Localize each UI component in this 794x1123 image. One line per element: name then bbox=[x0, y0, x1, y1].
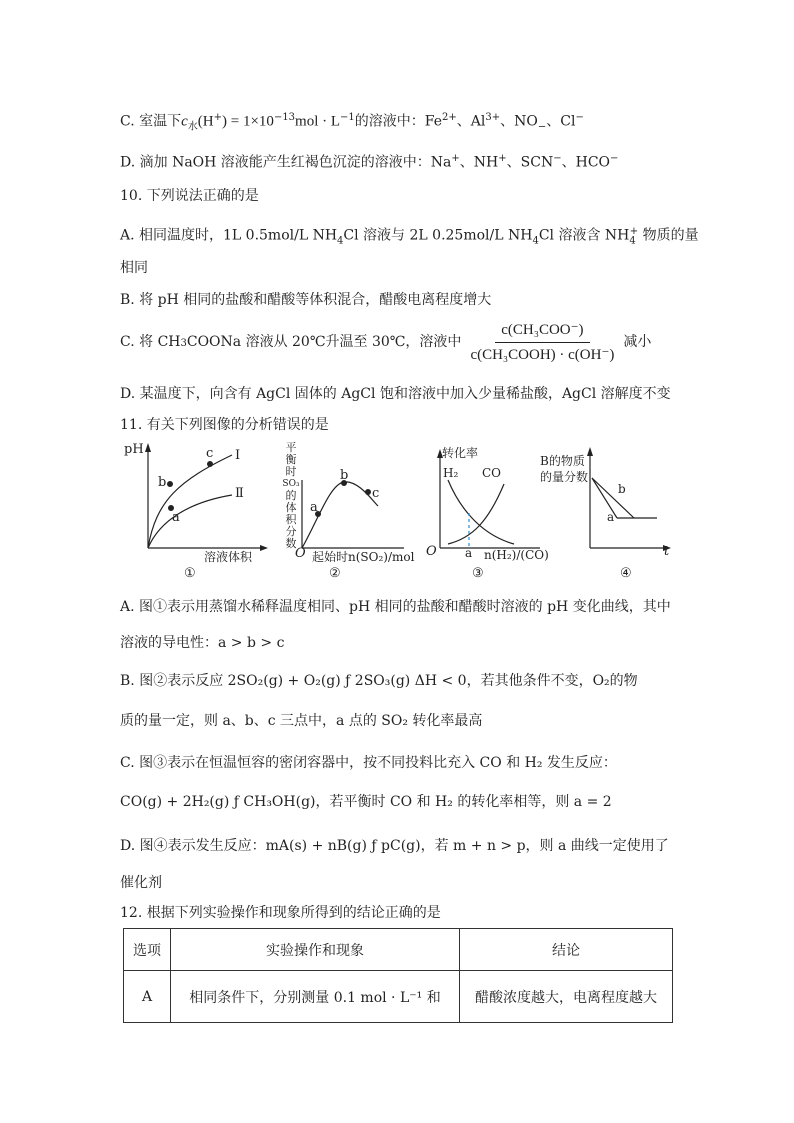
fig4-ylabel-line2: 的量分数 bbox=[540, 470, 589, 484]
fig2-ylabel-char: 积 bbox=[285, 513, 297, 526]
q9-d-ion: − bbox=[553, 153, 562, 164]
q9-c-ion: 2+ bbox=[442, 112, 457, 123]
q9-d-ion: 、NH bbox=[459, 154, 499, 171]
q10-c-denominator: c(CH₃COOH) · c(OH⁻) bbox=[470, 346, 615, 363]
fig2-number: ② bbox=[329, 566, 341, 581]
fig1-curve-I-label: Ⅰ bbox=[235, 448, 241, 463]
table-cell: 相同条件下，分别测量 0.1 mol · L⁻¹ 和 bbox=[171, 971, 460, 1023]
fig2-ylabel-char: 平 bbox=[285, 441, 297, 454]
q11-stem: 11. 有关下列图像的分析错误的是 bbox=[120, 417, 329, 433]
q9-c-ion: 、NO bbox=[500, 113, 538, 130]
fig2-ylabel-char: 时 bbox=[285, 465, 297, 478]
q11-option-a-line2: 溶液的导电性：a > b > c bbox=[120, 635, 285, 651]
q11-option-b-line2: 质的量一定，则 a、b、c 三点中，a 点的 SO₂ 转化率最高 bbox=[120, 713, 483, 729]
q10-a-sup: + bbox=[629, 226, 639, 237]
q11-option-d-line2: 催化剂 bbox=[120, 875, 162, 891]
q10-option-d: D. 某温度下，向含有 AgCl 固体的 AgCl 饱和溶液中加入少量稀盐酸，AgCl 溶解度不变 bbox=[120, 386, 671, 402]
q9-d-ion: 、SCN bbox=[506, 154, 554, 171]
q10-option-a bbox=[120, 222, 699, 251]
q12-table bbox=[123, 928, 673, 1023]
figure-3 bbox=[422, 440, 552, 582]
q10-c-fraction bbox=[464, 320, 620, 365]
q9-c-eq-pre: (H bbox=[197, 113, 214, 130]
figure-4 bbox=[542, 440, 674, 582]
fig3-number: ③ bbox=[472, 566, 484, 581]
fig1-xlabel: 溶液体积 bbox=[204, 550, 253, 564]
q10-option-b: B. 将 pH 相同的盐酸和醋酸等体积混合，醋酸电离程度增大 bbox=[120, 292, 492, 308]
fig4-curve-a-label: a bbox=[607, 510, 615, 524]
fig1-number: ① bbox=[184, 566, 196, 581]
q11-option-c-line1: C. 图③表示在恒温恒容的密闭容器中，按不同投料比充入 CO 和 H₂ 发生反应： bbox=[120, 755, 617, 771]
q9-c-ion: − bbox=[575, 112, 584, 123]
q9-c-exp: −13 bbox=[273, 112, 296, 123]
fig1-curve-II-label: Ⅱ bbox=[235, 486, 244, 501]
fig2-ylabel-char: 数 bbox=[285, 537, 297, 550]
q9-c-ion: 、Cl bbox=[546, 113, 576, 130]
q9-c-ion: − bbox=[537, 121, 547, 133]
fig3-a-label: a bbox=[465, 546, 473, 560]
fig4-xlabel: t bbox=[664, 544, 670, 559]
table-row bbox=[124, 971, 673, 1023]
fig2-origin: O bbox=[295, 546, 306, 561]
q9-d-prefix: D. 滴加 NaOH 溶液能产生红褐色沉淀的溶液中：Na bbox=[120, 154, 452, 171]
fig3-co-label: CO bbox=[482, 466, 502, 480]
fig3-h2-label: H₂ bbox=[443, 466, 459, 480]
fig4-number: ④ bbox=[620, 566, 632, 581]
fig2-point-a: a bbox=[310, 500, 318, 515]
q10-c-pre: C. 将 CH bbox=[120, 334, 181, 350]
fig3-xlabel: n(H₂)/(CO) bbox=[484, 548, 549, 562]
q10-c-post: 减小 bbox=[623, 334, 652, 350]
fig2-ylabel-char: 的 bbox=[285, 489, 297, 502]
fig2-point-b: b bbox=[340, 468, 349, 483]
fig3-origin: O bbox=[426, 544, 437, 559]
fig2-ylabel bbox=[282, 442, 300, 550]
table-header-cell: 结论 bbox=[460, 929, 673, 971]
fig4-curve-b-label: b bbox=[618, 482, 626, 496]
q9-c-ion: 、Al bbox=[456, 113, 486, 130]
q10-c-mid: COONa 溶液从 20℃升温至 30℃，溶液中 bbox=[186, 334, 462, 350]
fig1-point-c: c bbox=[206, 446, 214, 461]
table-cell: 醋酸浓度越大，电离程度越大 bbox=[460, 971, 673, 1023]
figure-2 bbox=[282, 440, 422, 582]
q10-option-c bbox=[120, 318, 651, 366]
q11-option-b-line1: B. 图②表示反应 2SO₂(g) + O₂(g) ƒ 2SO₃(g) ΔH < 0，若其他条件不变，O₂的物 bbox=[120, 673, 638, 689]
q10-c-numerator: c(CH₃COO⁻) bbox=[495, 320, 589, 343]
figure-1 bbox=[120, 440, 270, 582]
q10-c-sub: 3 bbox=[180, 338, 187, 349]
q10-option-a-cont: 相同 bbox=[120, 260, 148, 276]
q9-c-unit-exp: −1 bbox=[340, 112, 355, 123]
q9-d-ion: + bbox=[451, 153, 460, 164]
q9-option-c bbox=[120, 108, 584, 137]
q9-c-cw: c bbox=[181, 113, 188, 130]
fig2-ylabel-char: 衡 bbox=[285, 453, 297, 466]
fig2-ylabel-char: SO₃ bbox=[282, 479, 300, 489]
fig2-point-c: c bbox=[372, 486, 380, 501]
fig1-point-a: a bbox=[172, 510, 180, 525]
fig3-ylabel: 转化率 bbox=[442, 446, 479, 460]
q9-c-unit: mol · L bbox=[295, 113, 341, 130]
q10-a-sub: 4 bbox=[629, 235, 636, 247]
q10-a-part: Cl 溶液与 2L 0.25mol/L NH bbox=[343, 227, 533, 244]
q11-option-a-line1: A. 图①表示用蒸馏水稀释温度相同、pH 相同的盐酸和醋酸时溶液的 pH 变化曲线，其中 bbox=[120, 599, 671, 615]
table-header-cell: 实验操作和现象 bbox=[171, 929, 460, 971]
table-header-row bbox=[124, 929, 673, 971]
fig2-xlabel: 起始时n(SO₂)/mol bbox=[312, 550, 415, 564]
q9-option-d bbox=[120, 149, 618, 173]
table-cell: A bbox=[124, 971, 171, 1023]
q9-c-ion: 3+ bbox=[485, 112, 501, 123]
q9-c-eq-sup: + bbox=[213, 112, 223, 123]
q10-a-sub: 4 bbox=[532, 235, 539, 247]
q11-option-d-line1: D. 图④表示发生反应：mA(s) + nB(g) ƒ pC(g)，若 m + n > p，则 a 曲线一定使用了 bbox=[120, 838, 669, 854]
fig2-ylabel-char: 体 bbox=[285, 501, 297, 514]
table-header-cell: 选项 bbox=[124, 929, 171, 971]
fig1-point-b: b bbox=[158, 475, 167, 490]
q9-d-ion: + bbox=[498, 153, 507, 164]
q10-stem: 10. 下列说法正确的是 bbox=[120, 188, 259, 204]
q12-stem: 12. 根据下列实验操作和现象所得到的结论正确的是 bbox=[120, 905, 441, 921]
q9-d-ion: − bbox=[610, 153, 619, 164]
q11-option-c-line2: CO(g) + 2H₂(g) ƒ CH₃OH(g)，若平衡时 CO 和 H₂ 的转化率相等，则 a = 2 bbox=[120, 794, 612, 810]
q9-c-cw-sub: 水 bbox=[187, 121, 198, 133]
fig4-ylabel-line1: B的物质 bbox=[540, 454, 585, 468]
q10-a-sub: 4 bbox=[337, 235, 344, 247]
fig2-ylabel-char: 分 bbox=[285, 525, 297, 538]
fig1-ylabel: pH bbox=[124, 442, 144, 457]
q9-c-prefix: C. 室温下 bbox=[120, 113, 182, 130]
q10-a-part: Cl 溶液含 NH bbox=[538, 227, 630, 244]
q9-d-ion: 、HCO bbox=[561, 154, 611, 171]
q9-c-suffix: 的溶液中：Fe bbox=[354, 113, 443, 130]
q10-a-part: A. 相同温度时，1L 0.5mol/L NH bbox=[120, 227, 338, 244]
q9-c-eq-mid: ) = 1×10 bbox=[222, 113, 274, 130]
q10-a-part: 物质的量 bbox=[638, 227, 699, 244]
